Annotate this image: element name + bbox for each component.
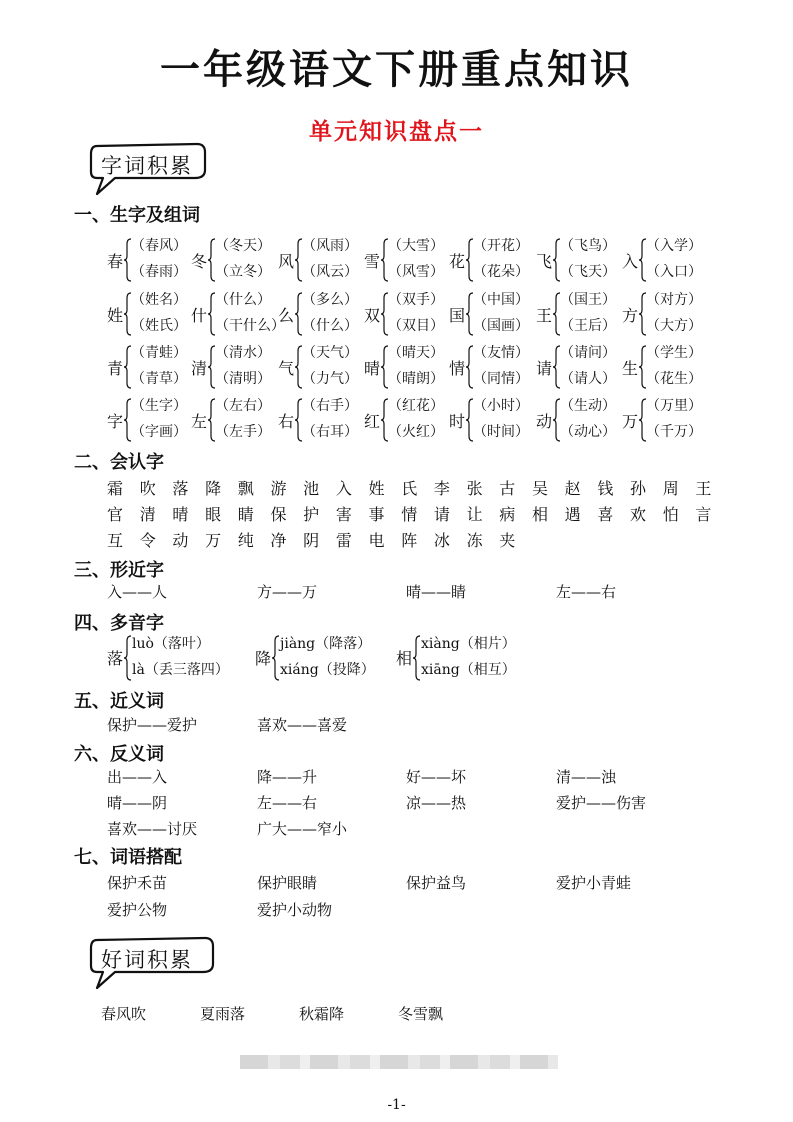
shengzi-entry	[364, 342, 454, 392]
shengzi-word: （双手）	[388, 292, 444, 308]
shengzi-entry	[191, 235, 281, 285]
shengzi-entry	[622, 289, 712, 339]
page-subtitle: 单元知识盘点一	[309, 118, 484, 145]
huiren-char: 张	[466, 479, 483, 498]
shengzi-entry	[364, 289, 454, 339]
shengzi-word: （花朵）	[473, 264, 529, 280]
shengzi-word: （右手）	[302, 398, 358, 414]
huiren-char: 害	[335, 505, 352, 524]
duoyin-pinyin: jiàng（降落）	[280, 636, 372, 652]
huiren-char: 姓	[368, 479, 385, 498]
shengzi-word: （姓氏）	[131, 318, 187, 334]
xingjin-pair: 入——人	[107, 583, 168, 601]
shengzi-word: （左右）	[215, 398, 271, 414]
shengzi-entry	[191, 289, 285, 339]
section-heading-3: 三、形近字	[74, 560, 164, 581]
xingjin-pair: 方——万	[257, 583, 318, 601]
fanyi-pair: 爱护——伤害	[556, 794, 647, 812]
shengzi-char: 动	[536, 412, 553, 431]
fanyi-pair: 清——浊	[556, 768, 617, 786]
shengzi-char: 晴	[364, 359, 381, 378]
haoci-phrase: 冬雪飘	[398, 1005, 444, 1023]
blurred-footer-watermark	[240, 1055, 558, 1069]
shengzi-char: 双	[364, 306, 381, 325]
duoyin-pinyin: là（丢三落四）	[132, 662, 229, 678]
shengzi-entry	[449, 289, 539, 339]
duoyin-char: 降	[255, 649, 272, 668]
shengzi-char: 右	[278, 412, 295, 431]
shengzi-entry	[107, 289, 197, 339]
haoci-phrase: 夏雨落	[200, 1005, 246, 1023]
huiren-char: 病	[499, 505, 516, 524]
dapei-phrase: 保护眼睛	[257, 874, 318, 892]
shengzi-entry	[107, 395, 197, 445]
shengzi-word: （青蛙）	[131, 345, 187, 361]
shengzi-char: 青	[107, 359, 124, 378]
speech-bubble-haociji	[83, 934, 233, 1014]
shengzi-word: （天气）	[302, 345, 358, 361]
huiren-row	[107, 502, 728, 525]
huiren-char: 阵	[401, 531, 418, 550]
huiren-char: 万	[205, 531, 222, 550]
shengzi-entry	[278, 289, 368, 339]
shengzi-char: 入	[622, 252, 639, 271]
haoci-phrase: 春风吹	[101, 1005, 147, 1023]
fanyi-pair: 凉——热	[406, 794, 467, 812]
shengzi-entry	[278, 235, 368, 285]
shengzi-entry	[536, 235, 626, 285]
fanyi-pair: 喜欢——讨厌	[107, 820, 198, 838]
shengzi-entry	[622, 395, 712, 445]
jinyi-pair: 保护——爱护	[107, 716, 198, 734]
huiren-char: 事	[368, 505, 385, 524]
shengzi-word: （多么）	[302, 292, 358, 308]
shengzi-char: 雪	[364, 252, 381, 271]
huiren-char: 睛	[237, 505, 254, 524]
shengzi-char: 生	[622, 359, 639, 378]
huiren-char: 古	[499, 479, 516, 498]
brace-icon	[124, 635, 132, 681]
shengzi-word: （请问）	[560, 345, 616, 361]
huiren-char: 游	[270, 479, 287, 498]
shengzi-char: 风	[278, 252, 295, 271]
huiren-char: 遇	[564, 505, 581, 524]
shengzi-entry	[191, 342, 281, 392]
shengzi-word: （飞鸟）	[560, 238, 616, 254]
bubble-label: 字词积累	[101, 154, 193, 178]
huiren-char: 入	[335, 479, 352, 498]
shengzi-entry	[536, 289, 626, 339]
fanyi-pair: 好——坏	[406, 768, 467, 786]
shengzi-entry	[536, 395, 626, 445]
shengzi-entry	[449, 235, 539, 285]
shengzi-word: （大方）	[646, 318, 702, 334]
huiren-char: 吴	[531, 479, 548, 498]
haoci-phrase: 秋霜降	[299, 1005, 345, 1023]
shengzi-word: （什么）	[302, 318, 358, 334]
duoyin-char: 落	[107, 649, 124, 668]
shengzi-char: 冬	[191, 252, 208, 271]
shengzi-word: （对方）	[646, 292, 702, 308]
shengzi-word: （开花）	[473, 238, 529, 254]
section-heading-1: 一、生字及组词	[74, 205, 200, 226]
shengzi-word: （生动）	[560, 398, 616, 414]
shengzi-char: 请	[536, 359, 553, 378]
shengzi-word: （晴天）	[388, 345, 444, 361]
shengzi-char: 清	[191, 359, 208, 378]
huiren-char: 孙	[630, 479, 647, 498]
huiren-char: 飘	[237, 479, 254, 498]
shengzi-word: （中国）	[473, 292, 529, 308]
shengzi-word: （生字）	[131, 398, 187, 414]
bubble-label: 好词积累	[101, 948, 193, 972]
shengzi-char: 王	[536, 306, 553, 325]
shengzi-word: （小时）	[473, 398, 529, 414]
huiren-char: 池	[303, 479, 320, 498]
shengzi-entry	[449, 395, 539, 445]
huiren-char: 相	[531, 505, 548, 524]
fanyi-pair: 出——入	[107, 768, 168, 786]
shengzi-entry	[536, 342, 626, 392]
fanyi-pair: 左——右	[257, 794, 318, 812]
shengzi-char: 什	[191, 306, 208, 325]
huiren-char: 阴	[303, 531, 320, 550]
shengzi-entry	[278, 395, 368, 445]
xingjin-pair: 左——右	[556, 583, 617, 601]
shengzi-word: （春风）	[131, 238, 187, 254]
shengzi-word: （学生）	[646, 345, 702, 361]
shengzi-word: （双目）	[388, 318, 444, 334]
huiren-char: 钱	[597, 479, 614, 498]
shengzi-word: （青草）	[131, 371, 187, 387]
shengzi-entry	[107, 342, 197, 392]
shengzi-word: （千万）	[646, 424, 702, 440]
shengzi-char: 飞	[536, 252, 553, 271]
shengzi-word: （右耳）	[302, 424, 358, 440]
shengzi-char: 时	[449, 412, 466, 431]
huiren-char: 互	[107, 531, 124, 550]
huiren-char: 雷	[335, 531, 352, 550]
shengzi-entry	[191, 395, 281, 445]
xingjin-pair: 晴——睛	[406, 583, 467, 601]
duoyin-pinyin: xiáng（投降）	[280, 662, 375, 678]
shengzi-word: （花生）	[646, 371, 702, 387]
shengzi-word: （王后）	[560, 318, 616, 334]
shengzi-word: （春雨）	[131, 264, 187, 280]
dapei-phrase: 爱护小青蛙	[556, 874, 632, 892]
section-heading-5: 五、近义词	[74, 691, 164, 712]
huiren-char: 欢	[630, 505, 647, 524]
shengzi-word: （风云）	[302, 264, 358, 280]
section-heading-2: 二、会认字	[74, 452, 164, 473]
huiren-char: 降	[205, 479, 222, 498]
huiren-char: 冻	[466, 531, 483, 550]
huiren-char: 动	[172, 531, 189, 550]
shengzi-word: （万里）	[646, 398, 702, 414]
shengzi-char: 左	[191, 412, 208, 431]
huiren-row	[107, 476, 728, 499]
shengzi-word: （入口）	[646, 264, 702, 280]
huiren-char: 清	[139, 505, 156, 524]
shengzi-word: （清水）	[215, 345, 271, 361]
duoyin-char: 相	[396, 649, 413, 668]
huiren-char: 让	[466, 505, 483, 524]
shengzi-entry	[107, 235, 197, 285]
shengzi-word: （请人）	[560, 371, 616, 387]
shengzi-entry	[364, 235, 454, 285]
fanyi-pair: 降——升	[257, 768, 318, 786]
shengzi-word: （什么）	[215, 292, 271, 308]
fanyi-pair: 广大——窄小	[257, 820, 348, 838]
shengzi-word: （晴朗）	[388, 371, 444, 387]
shengzi-word: （国王）	[560, 292, 616, 308]
brace-icon	[413, 635, 421, 681]
shengzi-word: （立冬）	[215, 264, 271, 280]
shengzi-word: （大雪）	[388, 238, 444, 254]
shengzi-word: （左手）	[215, 424, 271, 440]
shengzi-char: 姓	[107, 306, 124, 325]
brace-icon	[272, 635, 280, 681]
shengzi-word: （风雪）	[388, 264, 444, 280]
shengzi-entry	[622, 235, 712, 285]
shengzi-char: 字	[107, 412, 124, 431]
jinyi-pair: 喜欢——喜爱	[257, 716, 348, 734]
huiren-char: 李	[433, 479, 450, 498]
huiren-char: 喜	[597, 505, 614, 524]
fanyi-pair: 晴——阴	[107, 794, 168, 812]
shengzi-entry	[278, 342, 368, 392]
huiren-char: 纯	[237, 531, 254, 550]
shengzi-entry	[622, 342, 712, 392]
shengzi-word: （同情）	[473, 371, 529, 387]
page-number: -1-	[387, 1097, 406, 1113]
dapei-phrase: 保护禾苗	[107, 874, 168, 892]
shengzi-char: 气	[278, 359, 295, 378]
huiren-char: 冰	[433, 531, 450, 550]
shengzi-word: （姓名）	[131, 292, 187, 308]
huiren-char: 氏	[401, 479, 418, 498]
huiren-char: 周	[662, 479, 679, 498]
huiren-char: 怕	[662, 505, 679, 524]
shengzi-char: 情	[449, 359, 466, 378]
huiren-char: 保	[270, 505, 287, 524]
huiren-char: 落	[172, 479, 189, 498]
dapei-phrase: 保护益鸟	[406, 874, 467, 892]
shengzi-word: （干什么）	[215, 318, 285, 334]
shengzi-word: （冬天）	[215, 238, 271, 254]
shengzi-word: （红花）	[388, 398, 444, 414]
shengzi-word: （力气）	[302, 371, 358, 387]
shengzi-char: 红	[364, 412, 381, 431]
shengzi-char: 么	[278, 306, 295, 325]
huiren-char: 眼	[205, 505, 222, 524]
shengzi-char: 春	[107, 252, 124, 271]
shengzi-word: （清明）	[215, 371, 271, 387]
section-heading-7: 七、词语搭配	[74, 847, 182, 868]
huiren-char: 王	[695, 479, 712, 498]
huiren-char: 请	[433, 505, 450, 524]
shengzi-word: （动心）	[560, 424, 616, 440]
shengzi-word: （时间）	[473, 424, 529, 440]
shengzi-word: （火红）	[388, 424, 444, 440]
shengzi-char: 方	[622, 306, 639, 325]
huiren-char: 电	[368, 531, 385, 550]
duoyin-pinyin: xiàng（相片）	[421, 636, 516, 652]
dapei-phrase: 爱护公物	[107, 901, 168, 919]
huiren-char: 情	[401, 505, 418, 524]
section-heading-4: 四、多音字	[74, 613, 164, 634]
duoyin-pinyin: xiāng（相互）	[421, 662, 516, 678]
huiren-char: 吹	[139, 479, 156, 498]
huiren-char: 晴	[172, 505, 189, 524]
shengzi-entry	[364, 395, 454, 445]
shengzi-entry	[449, 342, 539, 392]
huiren-char: 赵	[564, 479, 581, 498]
shengzi-word: （飞天）	[560, 264, 616, 280]
huiren-row	[107, 528, 532, 551]
huiren-char: 官	[107, 505, 124, 524]
huiren-char: 霜	[107, 479, 124, 498]
shengzi-word: （国画）	[473, 318, 529, 334]
shengzi-char: 国	[449, 306, 466, 325]
shengzi-word: （字画）	[131, 424, 187, 440]
huiren-char: 言	[695, 505, 712, 524]
huiren-char: 夹	[499, 531, 516, 550]
huiren-char: 净	[270, 531, 287, 550]
shengzi-char: 万	[622, 412, 639, 431]
dapei-phrase: 爱护小动物	[257, 901, 333, 919]
shengzi-char: 花	[449, 252, 466, 271]
shengzi-word: （入学）	[646, 238, 702, 254]
page-title: 一年级语文下册重点知识	[160, 47, 633, 93]
huiren-char: 令	[139, 531, 156, 550]
duoyin-pinyin: luò（落叶）	[132, 636, 210, 652]
huiren-char: 护	[303, 505, 320, 524]
section-heading-6: 六、反义词	[74, 744, 164, 765]
shengzi-word: （友情）	[473, 345, 529, 361]
shengzi-word: （风雨）	[302, 238, 358, 254]
